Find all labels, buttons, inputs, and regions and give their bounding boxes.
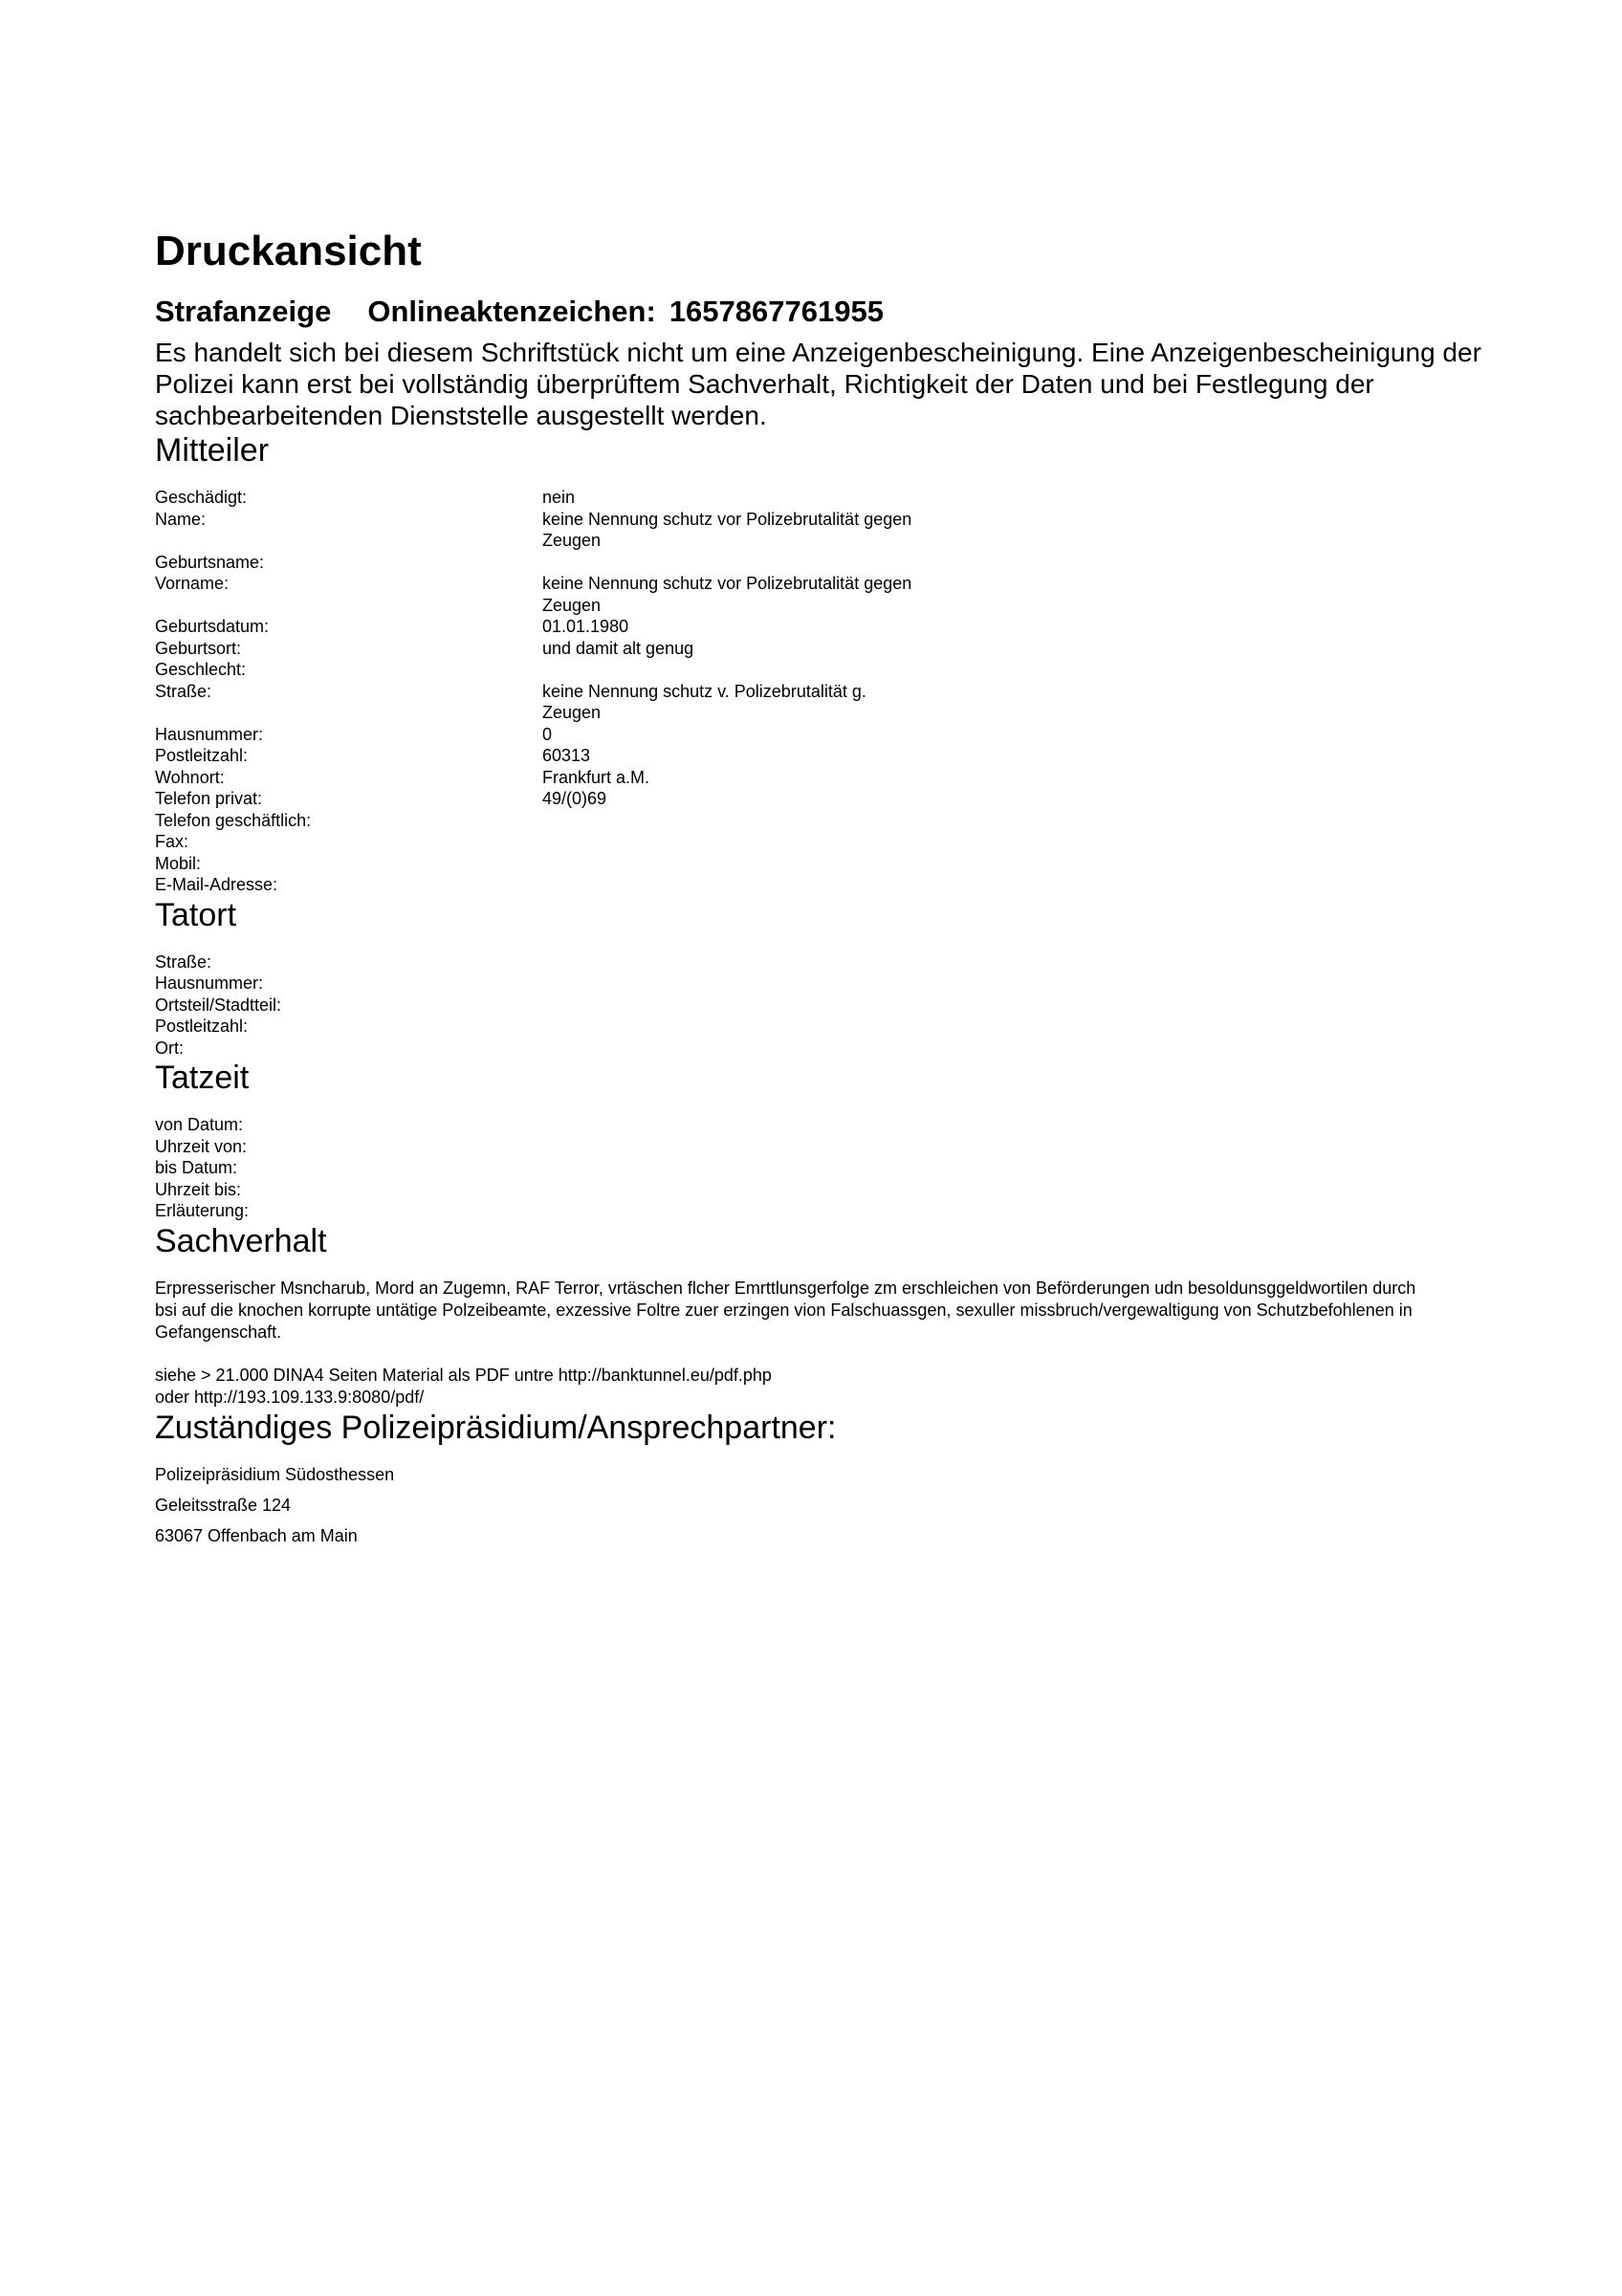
field-value: Frankfurt a.M. [542, 767, 650, 787]
field-row [155, 745, 1494, 767]
field-value: keine Nennung schutz vor Polizebrutalität gegen Zeugen [542, 574, 912, 615]
field-value: keine Nennung schutz vor Polizebrutalität gegen Zeugen [542, 509, 912, 550]
sachverhalt-link-line: siehe > 21.000 DINA4 Seiten Material als PDF untre http://banktunnel.eu/pdf.php [155, 1365, 772, 1385]
section-heading-polizei: Zuständiges Polizeipräsidium/Ansprechpartner: [155, 1409, 837, 1446]
field-value [542, 1038, 925, 1060]
field-label: Postleitzahl: [155, 746, 249, 765]
field-label: Straße: [155, 951, 212, 972]
field-value: nein [542, 488, 576, 507]
sachverhalt-paragraph: Erpresserischer Msncharub, Mord an Zugemn, RAF Terror, vrtäschen flcher Emrttlunsgerfolge zm erschleichen von Beförderungen udn besoldunsggeldwortilen durch bsi auf die knochen korrupte untätige Polzeibeamte, exzessive Foltre zuer erzingen vion Falschuassgen, sexuller missbruch/vergewaltigung von Schutzbefohlenen in Gefangenschaft. [155, 1278, 1416, 1342]
field-label: Uhrzeit bis: [155, 1179, 242, 1199]
field-row [155, 1179, 1494, 1201]
field-value [542, 1157, 925, 1179]
field-value: 49/(0)69 [542, 789, 607, 808]
field-row [155, 552, 1494, 574]
field-label: Geschädigt: [155, 488, 248, 507]
field-row [155, 1016, 1494, 1038]
field-row [155, 951, 1494, 973]
field-label: Vorname: [155, 574, 230, 593]
field-label: Fax: [155, 832, 189, 851]
field-row [155, 681, 1494, 724]
sachverhalt-text [155, 1278, 1427, 1409]
field-label: Name: [155, 509, 207, 529]
field-label: Telefon privat: [155, 789, 263, 808]
field-row [155, 1136, 1494, 1158]
field-value: 01.01.1980 [542, 617, 629, 636]
field-value [542, 810, 925, 832]
field-label: Hausnummer: [155, 973, 264, 993]
field-row [155, 724, 1494, 746]
field-value [542, 659, 925, 681]
field-value: keine Nennung schutz v. Polizebrutalität g. Zeugen [542, 681, 866, 722]
police-address [155, 1464, 1494, 1546]
field-row [155, 1114, 1494, 1136]
case-number: 1657867761955 [669, 295, 884, 328]
tatzeit-fields [155, 1114, 1494, 1222]
field-row [155, 638, 1494, 660]
field-value [542, 1200, 925, 1222]
field-value [542, 1016, 925, 1038]
field-row [155, 509, 1494, 552]
field-value: 60313 [542, 746, 591, 765]
sachverhalt-link-line: oder http://193.109.133.9:8080/pdf/ [155, 1387, 425, 1407]
document-page [155, 226, 1494, 1556]
notice-text: Es handelt sich bei diesem Schriftstück nicht um eine Anzeigenbescheinigung. Eine Anzeigenbescheinigung der Polizei kann erst bei vollständig überprüftem Sachverhalt, Richtigkeit der Daten und bei Festlegung der sachbearbeitenden Dienststelle ausgestellt werden. [155, 338, 1481, 430]
field-label: E-Mail-Adresse: [155, 875, 278, 894]
field-value [542, 1179, 925, 1201]
field-value: 0 [542, 724, 553, 744]
field-label: Geburtsdatum: [155, 617, 270, 636]
field-value [542, 831, 925, 853]
field-row [155, 810, 1494, 832]
field-value [542, 552, 925, 574]
field-row [155, 659, 1494, 681]
field-row [155, 1038, 1494, 1060]
field-row [155, 995, 1494, 1017]
section-heading-sachverhalt: Sachverhalt [155, 1222, 327, 1259]
case-number-label: Onlineaktenzeichen: [367, 295, 656, 328]
document-subtitle [155, 295, 1494, 329]
field-label: Uhrzeit von: [155, 1136, 248, 1156]
field-label: von Datum: [155, 1115, 244, 1134]
field-value [542, 1136, 925, 1158]
field-row [155, 767, 1494, 789]
field-row [155, 973, 1494, 995]
tatort-fields [155, 951, 1494, 1060]
field-label: Geburtsort: [155, 638, 242, 658]
field-label: Telefon geschäftlich: [155, 810, 312, 830]
field-value [542, 951, 925, 973]
field-value [542, 973, 925, 995]
mitteiler-fields [155, 487, 1494, 896]
field-label: Geschlecht: [155, 660, 247, 679]
field-row [155, 853, 1494, 875]
field-value [542, 853, 925, 875]
field-label: Erläuterung: [155, 1201, 250, 1220]
field-value: und damit alt genug [542, 638, 694, 658]
document-type: Strafanzeige [155, 295, 332, 328]
field-value [542, 874, 925, 896]
field-row [155, 616, 1494, 638]
address-line: Polizeipräsidium Südosthessen [155, 1464, 395, 1484]
field-label: Wohnort: [155, 767, 225, 787]
field-row [155, 874, 1494, 896]
field-label: Postleitzahl: [155, 1017, 249, 1036]
sachverhalt-links [155, 1365, 1427, 1409]
field-row [155, 1200, 1494, 1222]
section-heading-tatort: Tatort [155, 896, 237, 933]
field-label: Hausnummer: [155, 724, 264, 744]
field-row [155, 573, 1494, 616]
page-title: Druckansicht [155, 228, 422, 274]
field-label: Ort: [155, 1038, 184, 1058]
field-row [155, 831, 1494, 853]
field-label: Straße: [155, 681, 212, 701]
field-row [155, 1157, 1494, 1179]
address-line: Geleitsstraße 124 [155, 1495, 292, 1515]
field-label: bis Datum: [155, 1158, 238, 1177]
field-value [542, 995, 925, 1017]
field-label: Geburtsname: [155, 552, 265, 572]
field-row [155, 487, 1494, 509]
section-heading-tatzeit: Tatzeit [155, 1060, 250, 1096]
section-heading-mitteiler: Mitteiler [155, 432, 270, 469]
field-label: Ortsteil/Stadtteil: [155, 995, 282, 1015]
field-label: Mobil: [155, 853, 202, 873]
address-line: 63067 Offenbach am Main [155, 1525, 358, 1545]
field-row [155, 788, 1494, 810]
field-value [542, 1114, 925, 1136]
